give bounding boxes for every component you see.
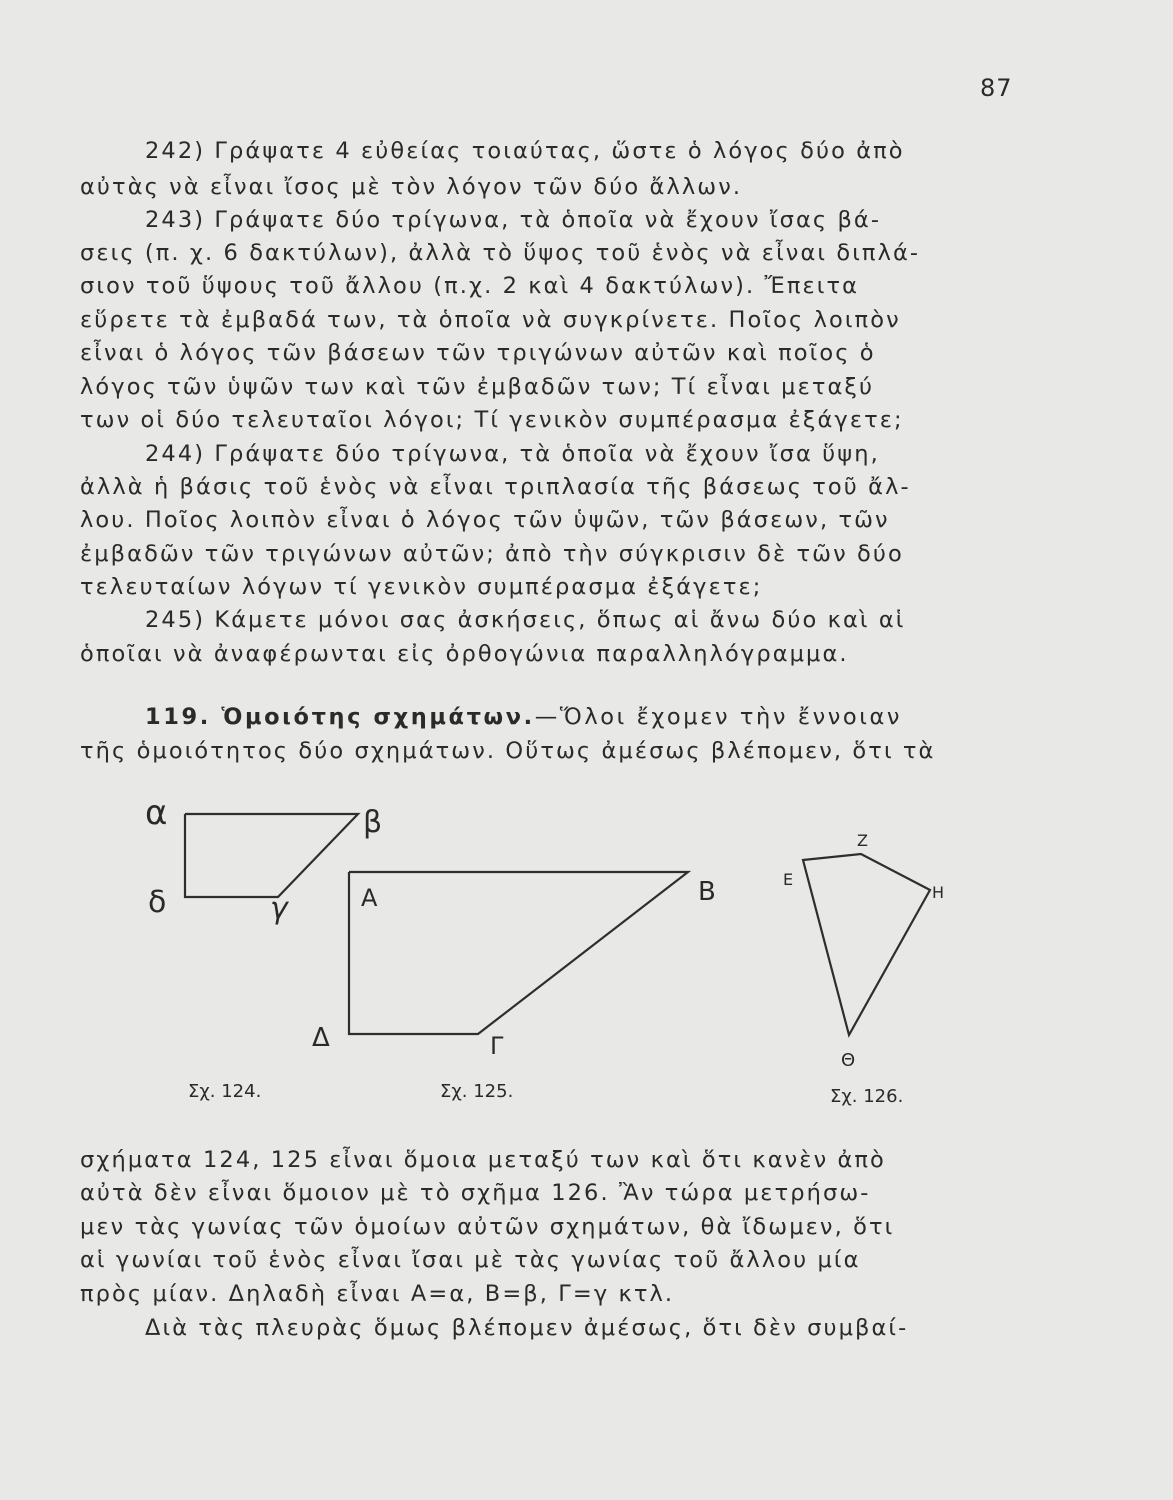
caption-126: Σχ. 126. — [830, 1086, 904, 1107]
text-line: λου. Ποῖος λοιπὸν εἶναι ὁ λόγος τῶν ὑψῶν, τῶν βάσεων, τῶν — [80, 507, 890, 533]
label-Delta: Δ — [312, 1023, 330, 1053]
text-line: σχήματα 124, 125 εἶναι ὅμοια μεταξύ των καὶ ὅτι κανὲν ἀπὸ — [80, 1147, 886, 1173]
caption-125: Σχ. 125. — [440, 1081, 514, 1102]
text-line: ὁποῖαι νὰ ἀναφέρωνται εἰς ὀρθογώνια παραλληλόγραμμα. — [80, 641, 849, 667]
label-H: Η — [932, 883, 945, 902]
label-E: Ε — [783, 870, 794, 889]
text-line: εὕρετε τὰ ἐμβαδά των, τὰ ὁποῖα νὰ συγκρίνετε. Ποῖος λοιπὸν — [80, 307, 901, 333]
text-line: τῆς ὁμοιότητος δύο σχημάτων. Οὕτως ἀμέσως βλέπομεν, ὅτι τὰ — [80, 738, 936, 764]
text-line: λόγος τῶν ὑψῶν των καὶ τῶν ἐμβαδῶν των; Τί εἶναι μεταξύ — [80, 374, 875, 400]
figures — [130, 790, 1030, 1120]
label-gamma: γ — [270, 891, 288, 926]
text-line: 245) Κάμετε μόνοι σας ἀσκήσεις, ὅπως αἱ ἄνω δύο καὶ αἱ — [145, 607, 906, 633]
label-Theta: Θ — [841, 1050, 856, 1071]
text-line: αὐτὰ δὲν εἶναι ὅμοιον μὲ τὸ σχῆμα 126. Ἂν τώρα μετρήσω- — [80, 1180, 871, 1206]
caption-124: Σχ. 124. — [188, 1081, 262, 1102]
text-line: αὐτὰς νὰ εἶναι ἴσος μὲ τὸν λόγον τῶν δύο ἄλλων. — [80, 174, 743, 200]
text-line: 242) Γράψατε 4 εὐθείας τοιαύτας, ὥστε ὁ λόγος δύο ἀπὸ — [145, 138, 905, 164]
text-line: 243) Γράψατε δύο τρίγωνα, τὰ ὁποῖα νὰ ἔχουν ἴσας βά- — [145, 207, 882, 233]
section-text: —Ὅλοι ἔχομεν τὴν ἔννοιαν — [534, 704, 903, 730]
text-line: εἶναι ὁ λόγος τῶν βάσεων τῶν τριγώνων αὐτῶν καὶ ποῖος ὁ — [80, 340, 876, 366]
figure-124-shape — [185, 814, 358, 897]
section-heading: 119. Ὁμοιότης σχημάτων. — [145, 704, 535, 730]
text-line: Διὰ τὰς πλευρὰς ὅμως βλέπομεν ἀμέσως, ὅτι δὲν συμβαί- — [145, 1315, 909, 1341]
page-number: 87 — [980, 74, 1013, 102]
text-line: ἐμβαδῶν τῶν τριγώνων αὐτῶν; ἀπὸ τὴν σύγκρισιν δὲ τῶν δύο — [80, 541, 904, 567]
label-Gamma: Γ — [490, 1032, 504, 1060]
label-A: Α — [361, 884, 378, 912]
text-line: σιον τοῦ ὕψους τοῦ ἄλλου (π.χ. 2 καὶ 4 δακτύλων). Ἔπειτα — [80, 273, 860, 299]
figures-drawing — [130, 790, 1030, 1120]
text-line: ἀλλὰ ἡ βάσις τοῦ ἑνὸς νὰ εἶναι τριπλασία τῆς βάσεως τοῦ ἄλ- — [80, 474, 911, 500]
text-line: 244) Γράψατε δύο τρίγωνα, τὰ ὁποῖα νὰ ἔχουν ἴσα ὕψη, — [145, 441, 880, 467]
text-line: τελευταίων λόγων τί γενικὸν συμπέρασμα ἐξάγετε; — [80, 574, 763, 600]
label-delta: δ — [148, 885, 167, 920]
section-heading-line — [145, 700, 1015, 734]
figure-126-shape — [803, 854, 930, 1035]
label-Z: Ζ — [857, 831, 868, 850]
text-line: πρὸς μίαν. Δηλαδὴ εἶναι Α=α, Β=β, Γ=γ κτλ. — [80, 1281, 675, 1307]
label-B: Β — [698, 877, 716, 907]
label-beta: β — [363, 805, 383, 840]
figure-125-shape — [349, 872, 688, 1034]
text-line: σεις (π. χ. 6 δακτύλων), ἀλλὰ τὸ ὕψος τοῦ ἑνὸς νὰ εἶναι διπλά- — [80, 240, 921, 266]
label-alpha: α — [145, 793, 168, 833]
text-line: αἱ γωνίαι τοῦ ἑνὸς εἶναι ἴσαι μὲ τὰς γωνίας τοῦ ἄλλου μία — [80, 1247, 861, 1273]
text-line: μεν τὰς γωνίας τῶν ὁμοίων αὐτῶν σχημάτων, θὰ ἴδωμεν, ὅτι — [80, 1214, 895, 1240]
text-line: των οἱ δύο τελευταῖοι λόγοι; Τί γενικὸν συμπέρασμα ἐξάγετε; — [80, 407, 904, 433]
